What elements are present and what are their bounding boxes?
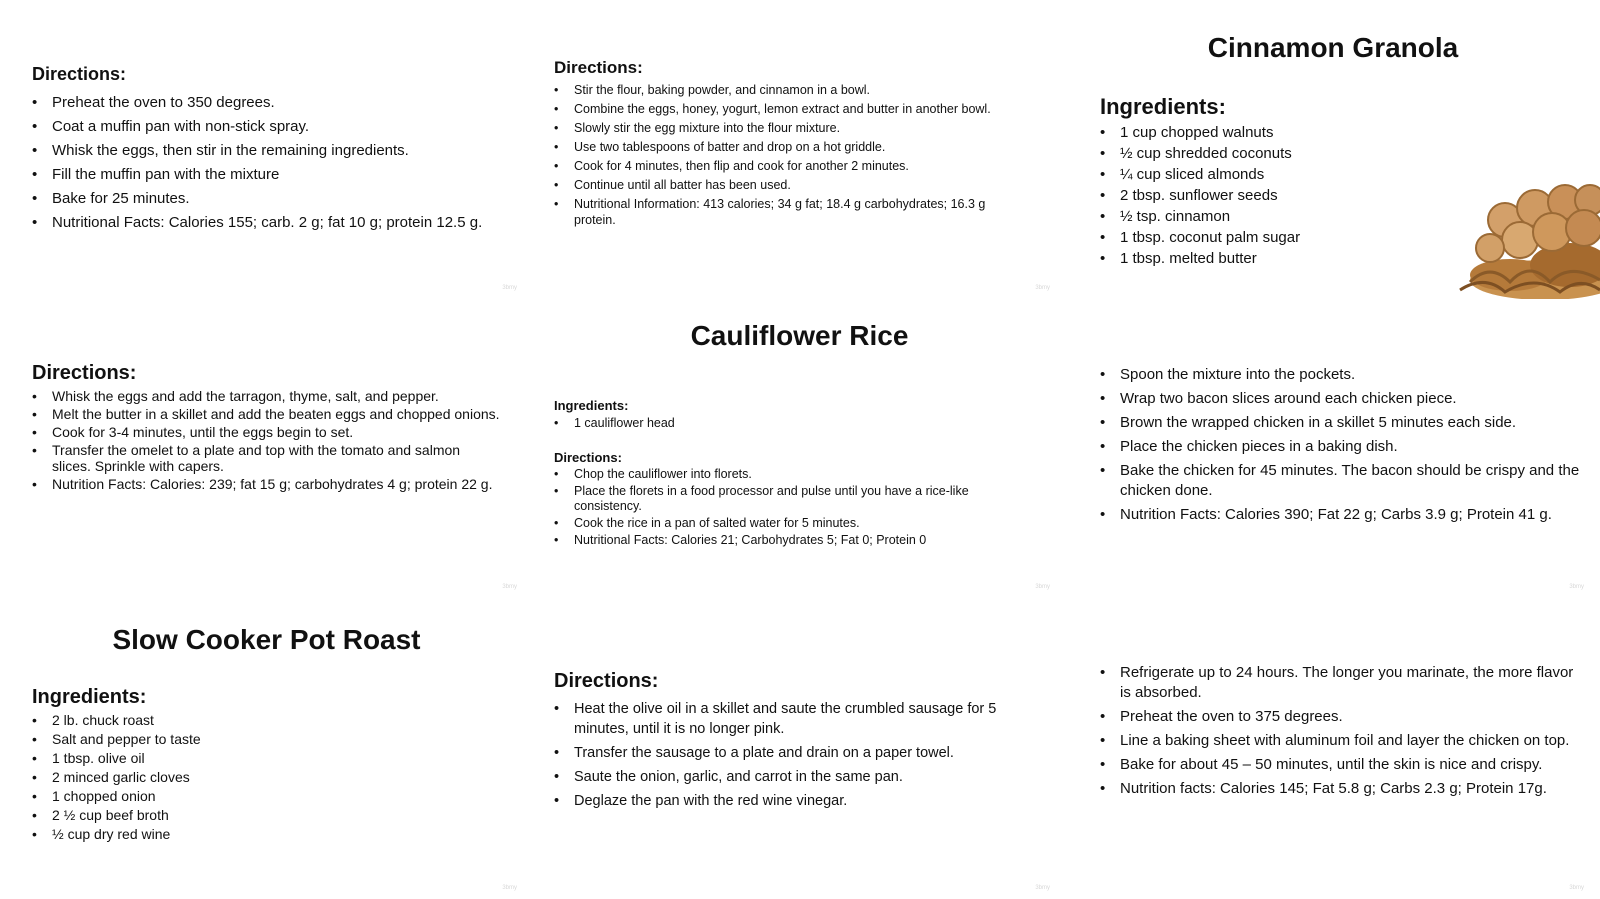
list-item: • 1 tbsp. coconut palm sugar (1100, 227, 1400, 248)
list-item: • Coat a muffin pan with non-stick spray. (32, 115, 522, 139)
list-item: • Preheat the oven to 350 degrees. (32, 91, 522, 115)
directions-heading: Directions: (554, 58, 643, 77)
list-item: • Brown the wrapped chicken in a skillet 5 minutes each side. (1100, 413, 1580, 433)
watermark: 3bmy (502, 285, 517, 291)
list-item: • Nutritional Information: 413 calories; 34 g fat; 18.4 g carbohydrates; 16.3 g protein. (554, 196, 1024, 228)
list-item: • Fill the muffin pan with the mixture (32, 163, 522, 187)
ingredients-heading: Ingredients: (1100, 94, 1226, 119)
list-item: • Deglaze the pan with the red wine vinegar. (554, 791, 1024, 811)
watermark: 3bmy (1569, 885, 1584, 891)
watermark: 3bmy (1569, 584, 1584, 590)
list-item: • 2 minced garlic cloves (32, 768, 432, 787)
list-item: • Chop the cauliflower into florets. (554, 467, 1014, 482)
list-item: • Combine the eggs, honey, yogurt, lemon extract and butter in another bowl. (554, 101, 1024, 117)
slide-slow-cooker-pot-roast (0, 600, 533, 899)
list-item: • Melt the butter in a skillet and add the beaten eggs and chopped onions. (32, 406, 502, 422)
directions-list (554, 82, 1024, 231)
list-item: • Bake the chicken for 45 minutes. The bacon should be crispy and the chicken done. (1100, 461, 1580, 501)
list-item: • Spoon the mixture into the pockets. (1100, 365, 1580, 385)
list-item: • ½ cup shredded coconuts (1100, 143, 1400, 164)
list-item: • Cook for 3-4 minutes, until the eggs begin to set. (32, 424, 502, 440)
list-item: • Wrap two bacon slices around each chicken piece. (1100, 389, 1580, 409)
list-item: • 1 cauliflower head (554, 415, 1024, 431)
list-item: • 1 cup chopped walnuts (1100, 122, 1400, 143)
list-item: • Transfer the sausage to a plate and drain on a paper towel. (554, 743, 1024, 763)
list-item: • Saute the onion, garlic, and carrot in the same pan. (554, 767, 1024, 787)
directions-list (554, 699, 1024, 815)
watermark: 3bmy (1035, 885, 1050, 891)
directions-heading: Directions: (32, 362, 137, 384)
slide-marinated-chicken-directions (1066, 600, 1600, 899)
directions-list (1100, 365, 1580, 529)
directions-list (32, 91, 522, 235)
list-item: • Preheat the oven to 375 degrees. (1100, 707, 1580, 727)
directions-list (1100, 663, 1580, 803)
list-item: • 2 lb. chuck roast (32, 711, 432, 730)
list-item: • Bake for about 45 – 50 minutes, until the skin is nice and crispy. (1100, 755, 1580, 775)
slide-cinnamon-granola (1066, 0, 1600, 299)
ingredients-list (554, 415, 1024, 431)
ingredients-list (32, 711, 432, 844)
list-item: • Stir the flour, baking powder, and cinnamon in a bowl. (554, 82, 1024, 98)
list-item: • 2 ½ cup beef broth (32, 806, 432, 825)
ingredients-list (1100, 122, 1400, 269)
list-item: • Nutritional Facts: Calories 21; Carbohydrates 5; Fat 0; Protein 0 (554, 533, 1014, 548)
list-item: • Continue until all batter has been used. (554, 177, 1024, 193)
directions-list (554, 467, 1014, 550)
directions-heading: Directions: (554, 450, 622, 465)
ingredients-heading: Ingredients: (32, 686, 147, 708)
slide-bacon-chicken-directions (1066, 299, 1600, 598)
list-item: • Transfer the omelet to a plate and top with the tomato and salmon slices. Sprinkle with capers. (32, 442, 502, 474)
list-item: • Nutritional Facts: Calories 155; carb. 2 g; fat 10 g; protein 12.5 g. (32, 211, 522, 235)
list-item: • Heat the olive oil in a skillet and saute the crumbled sausage for 5 minutes, until it is no longer pink. (554, 699, 1024, 739)
list-item: • 2 tbsp. sunflower seeds (1100, 185, 1400, 206)
list-item: • 1 tbsp. melted butter (1100, 248, 1400, 269)
list-item: • ¼ cup sliced almonds (1100, 164, 1400, 185)
slide-muffin-directions (0, 0, 533, 299)
slide-title: Cauliflower Rice (690, 320, 909, 351)
directions-heading: Directions: (554, 670, 659, 692)
list-item: • Cook for 4 minutes, then flip and cook for another 2 minutes. (554, 158, 1024, 174)
slide-omelet-directions (0, 299, 533, 598)
list-item: • ½ tsp. cinnamon (1100, 206, 1400, 227)
list-item: • 1 chopped onion (32, 787, 432, 806)
list-item: • Refrigerate up to 24 hours. The longer you marinate, the more flavor is absorbed. (1100, 663, 1580, 703)
slide-title: Slow Cooker Pot Roast (112, 624, 421, 655)
list-item: • ½ cup dry red wine (32, 825, 432, 844)
slide-pancake-directions (533, 0, 1066, 299)
watermark: 3bmy (1035, 285, 1050, 291)
watermark: 3bmy (1035, 584, 1050, 590)
watermark: 3bmy (502, 584, 517, 590)
list-item: • Place the chicken pieces in a baking dish. (1100, 437, 1580, 457)
list-item: • Use two tablespoons of batter and drop on a hot griddle. (554, 139, 1024, 155)
list-item: • Nutrition facts: Calories 145; Fat 5.8 g; Carbs 2.3 g; Protein 17g. (1100, 779, 1580, 799)
list-item: • Salt and pepper to taste (32, 730, 432, 749)
list-item: • Bake for 25 minutes. (32, 187, 522, 211)
list-item: • Slowly stir the egg mixture into the flour mixture. (554, 120, 1024, 136)
ingredients-heading: Ingredients: (554, 398, 629, 413)
directions-list (32, 388, 502, 494)
slide-cauliflower-rice (533, 299, 1066, 598)
list-item: • Whisk the eggs and add the tarragon, thyme, salt, and pepper. (32, 388, 502, 404)
walnuts-image (1450, 170, 1600, 299)
slide-sausage-directions (533, 600, 1066, 899)
list-item: • Whisk the eggs, then stir in the remaining ingredients. (32, 139, 522, 163)
list-item: • Nutrition Facts: Calories 390; Fat 22 g; Carbs 3.9 g; Protein 41 g. (1100, 505, 1580, 525)
list-item: • 1 tbsp. olive oil (32, 749, 432, 768)
list-item: • Place the florets in a food processor and pulse until you have a rice-like consistency. (554, 484, 1014, 514)
list-item: • Cook the rice in a pan of salted water for 5 minutes. (554, 516, 1014, 531)
slide-title: Cinnamon Granola (1207, 32, 1459, 63)
directions-heading: Directions: (32, 64, 127, 84)
watermark: 3bmy (502, 885, 517, 891)
list-item: • Line a baking sheet with aluminum foil and layer the chicken on top. (1100, 731, 1580, 751)
list-item: • Nutrition Facts: Calories: 239; fat 15 g; carbohydrates 4 g; protein 22 g. (32, 476, 502, 492)
